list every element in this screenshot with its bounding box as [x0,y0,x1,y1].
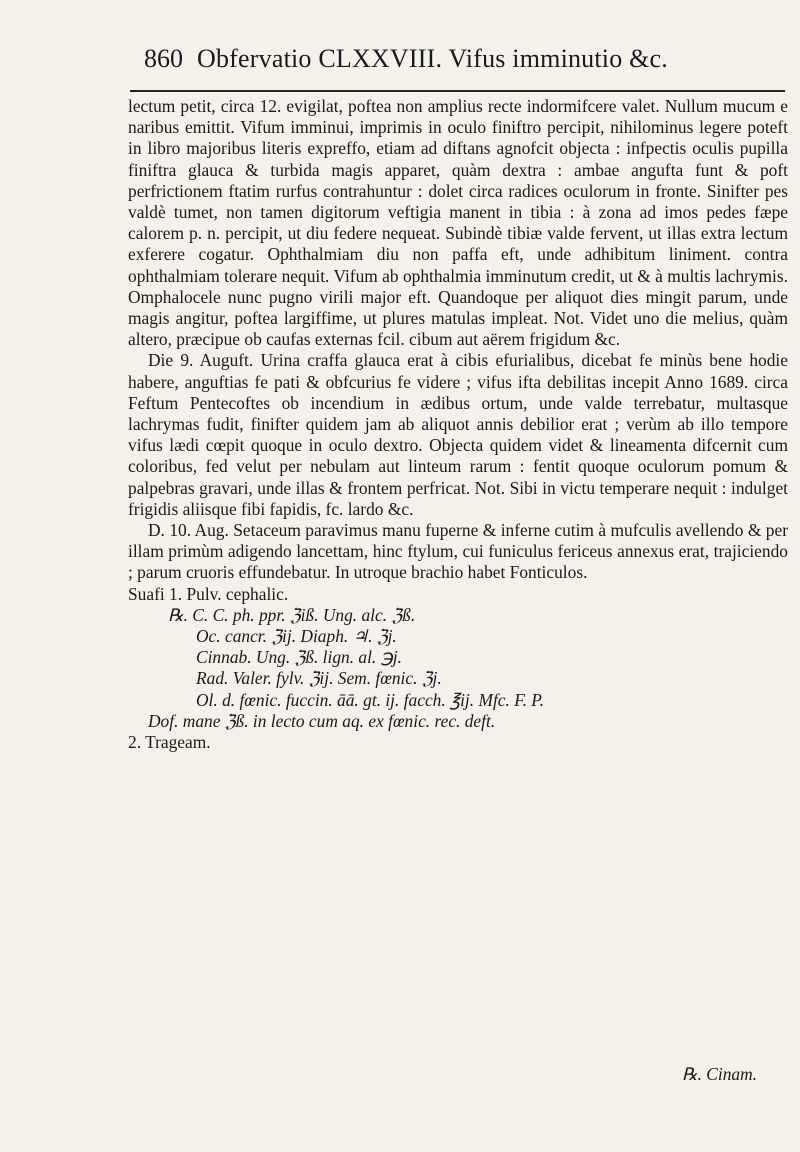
body-text [128,96,788,753]
paragraph-2: Die 9. Auguft. Urina craffa glauca erat à cibis efurialibus, dicebat fe minùs bene hodie habere, anguftias fe pati & obfcurius fe videre ; vifus ifta debilitas incepit Anno 1689. circa Feftum Pentecoftes ob incendium in ædibus ortum, unde valde terrebatur, multasque lachrymas fudit, finifter quidem jam ab aliquot annis debilior erat ; verùm ab illo tempore vifus lædi cœpit quoque in oculo dextro. Objecta quidem videt & lineamenta difcernit cum coloribus, fed velut per nebulam aut linteum rarum : fentit quoque oculorum pomum & palpebras gravari, unde illas & frontem perfricat. Not. Sibi in victu temperare nequit : indulget frigidis aliisque fibi fapidis, fc. lardo &c. [128,350,788,519]
running-title: Obfervatio CLXXVIII. Vifus imminutio &c. [197,44,668,73]
header-rule [130,90,785,92]
prescription-line: Oc. cancr. ℨij. Diaph. ♃. ℨj. [196,626,397,647]
prescription-line: Rad. Valer. fylv. ℨij. Sem. fœnic. ℨj. [196,668,442,689]
running-header [144,44,784,74]
paragraph-3: D. 10. Aug. Setaceum paravimus manu fuperne & inferne cutim à mufculis avellendo & per illam primùm adigendo lancettam, hinc ftylum, cui funiculus fericeus annexus erat, trajiciendo ; parum cruoris effundebatur. In utroque brachio habet Fonticulos. [128,520,788,583]
prescription [128,605,788,753]
page-number: 860 [144,44,183,73]
prescription-line: ℞. C. C. ph. ppr. ℨiß. Ung. alc. ℨß. [168,604,416,625]
prescription-line: Ol. d. fœnic. fuccin. āā. gt. ij. facch. ℥ij. Mfc. F. P. [196,689,544,710]
prescription-line: Cinnab. Ung. ℨß. lign. al. ℈j. [196,647,402,668]
catchword: ℞. Cinam. [682,1064,758,1084]
prescription-line: Dof. mane ℨß. in lecto cum aq. ex fœnic. rec. deft. [148,710,496,731]
prescription-line: 2. Trageam. [128,732,211,753]
paragraph-1: lectum petit, circa 12. evigilat, poftea non amplius recte indormifcere valet. Nullum mucum e naribus emittit. Vifum imminui, imprimis in oculo finiftro percipit, nihilominus legere poteft in libro majoribus literis expreffo, etiam ad diftans agnofcit objecta : infpectis oculis pupilla finiftra glauca & turbida magis apparet, quàm dextra : ambae angufta funt & poft perfrictionem ftatim rurfus contrahuntur : dolet circa radices oculorum in fronte. Sinifter pes valdè tumet, non tamen digitorum veftigia manent in tibia : à zona ad imos pedes fæpe calorem p. n. percipit, ut diu federe nequeat. Subindè tibiæ valde fervent, ut illas extra lectum exferere cogatur. Ophthalmiam diu non paffa eft, unde adhibitum liniment. contra ophthalmiam tolerare nequit. Vifum ab ophthalmia imminutum credit, ut & à multis lachrymis. Omphalocele nunc pugno virili major eft. Quandoque per aliquot dies mingit parum, unde magis angitur, poftea largiffime, ut plures matulas impleat. Not. Videt uno die melius, quàm altero, præcipue ob caufas externas fcil. cibum aut aërem frigidum &c. [128,96,788,350]
paragraph-4: Suafi 1. Pulv. cephalic. [128,583,289,604]
